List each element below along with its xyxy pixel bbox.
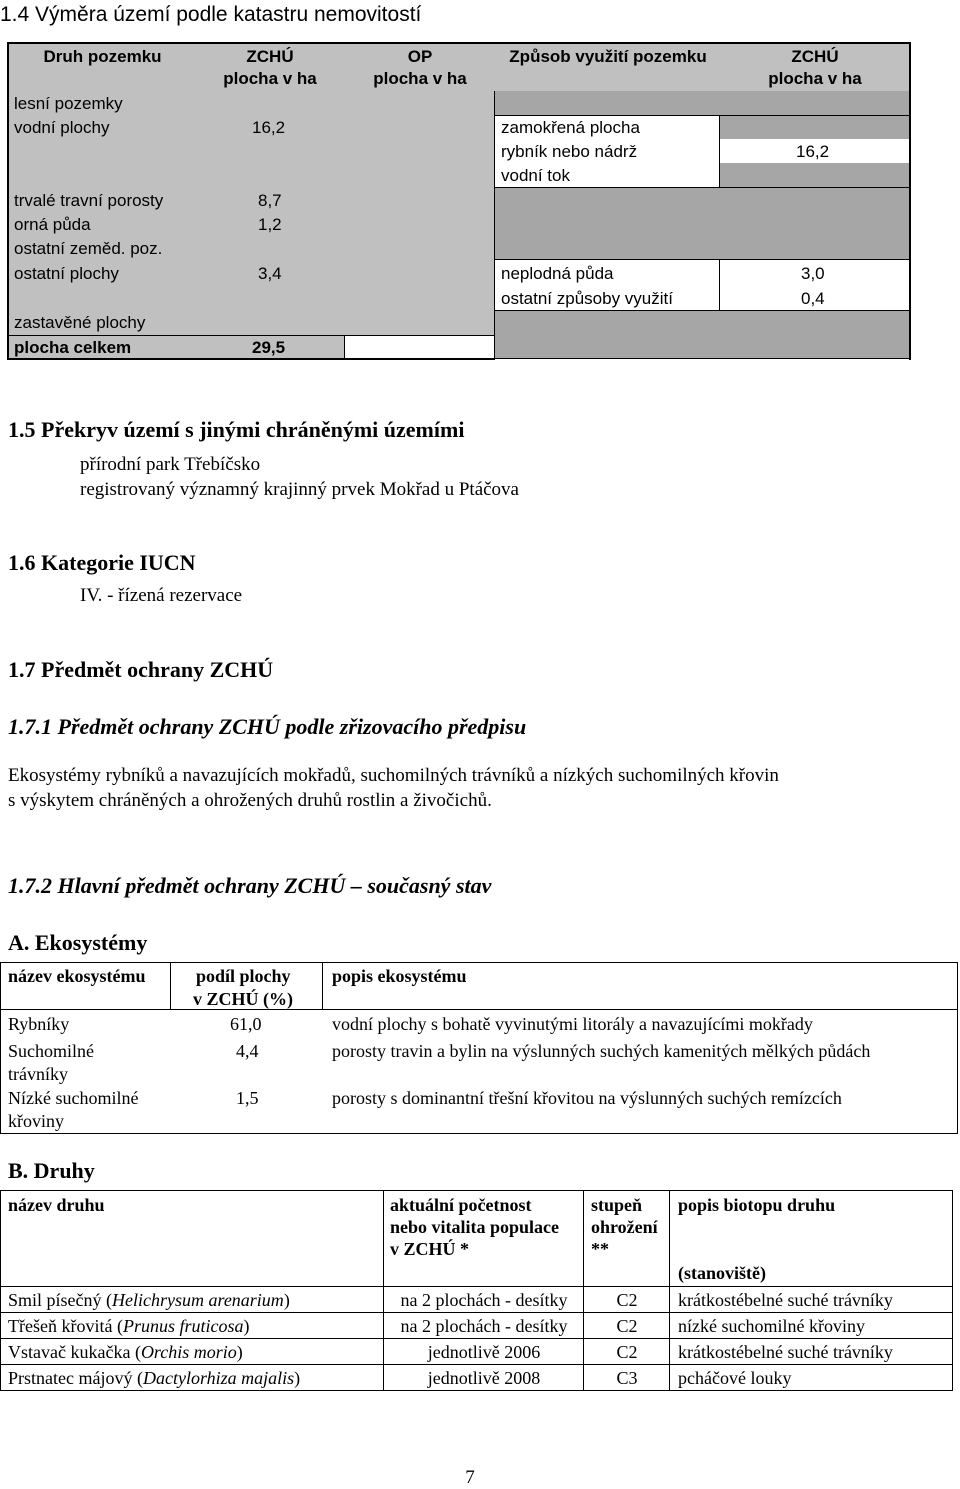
usage-area: 0,4: [801, 289, 825, 308]
header-zchu2-2: plocha v ha: [768, 69, 862, 88]
species-biotop: krátkostébelné suché trávníky: [678, 1290, 893, 1310]
eco-row-nazev-cont: trávníky: [8, 1064, 68, 1084]
eco-header-podil-2: v ZCHÚ (%): [193, 989, 293, 1009]
row-zchu: 1,2: [258, 215, 282, 234]
species-stupen: C3: [616, 1368, 638, 1388]
overlap-item: registrovaný významný krajinný prvek Mokřad u Ptáčova: [80, 479, 519, 500]
eco-row-popis: porosty travin a bylin na výslunných suchých kamenitých mělkých půdách: [332, 1041, 871, 1061]
species-pocetnost: na 2 plochách - desítky: [400, 1290, 568, 1310]
sp-header-pocetnost-2: nebo vitalita populace: [390, 1217, 560, 1237]
sp-header-stupen-3: **: [591, 1239, 609, 1259]
eco-row-popis: porosty s dominantní třešní křovitou na výslunných suchých remízcích: [332, 1088, 842, 1108]
row-druh: trvalé travní porosty: [14, 191, 164, 210]
sp-header-stupen-2: ohrožení: [591, 1217, 658, 1237]
eco-header-podil-1: podíl plochy: [196, 966, 291, 986]
usage-row: vodní tok: [501, 166, 570, 185]
sp-header-pocetnost-3: v ZCHÚ *: [390, 1239, 470, 1259]
eco-row-podil: 61,0: [230, 1014, 262, 1034]
protection-text-line-2: s výskytem chráněných a ohrožených druhů rostlin a živočichů.: [8, 790, 492, 811]
usage-area: 3,0: [801, 264, 825, 283]
row-druh: ostatní zeměd. poz.: [14, 239, 163, 258]
sp-header-stupen-1: stupeň: [591, 1195, 643, 1215]
header-op-2: plocha v ha: [373, 69, 467, 88]
overlap-item: přírodní park Třebíčsko: [80, 454, 261, 475]
section-1-7-1-heading: 1.7.1 Předmět ochrany ZCHÚ podle zřizovacího předpisu: [8, 714, 527, 739]
row-zchu: 16,2: [252, 118, 286, 137]
eco-row-nazev: Nízké suchomilné: [8, 1088, 139, 1108]
usage-row: neplodná půda: [501, 264, 614, 283]
species-pocetnost: na 2 plochách - desítky: [400, 1316, 568, 1336]
eco-row-nazev: Rybníky: [8, 1014, 70, 1034]
species-name: Třešeň křovitá (Prunus fruticosa): [8, 1316, 250, 1336]
species-biotop: krátkostébelné suché trávníky: [678, 1342, 893, 1362]
header-zchu2-1: ZCHÚ: [791, 47, 839, 66]
species-name: Vstavač kukačka (Orchis morio): [8, 1342, 243, 1362]
header-zchu-1: ZCHÚ: [246, 47, 294, 66]
row-druh: orná půda: [14, 215, 91, 234]
species-stupen: C2: [616, 1342, 638, 1362]
row-druh: ostatní plochy: [14, 264, 119, 283]
species-stupen: C2: [616, 1290, 638, 1310]
species-pocetnost: jednotlivě 2006: [427, 1342, 541, 1362]
species-name: Prstnatec májový (Dactylorhiza majalis): [8, 1368, 301, 1388]
species-biotop: pcháčové louky: [678, 1368, 792, 1388]
eco-row-nazev: Suchomilné: [8, 1041, 94, 1061]
usage-area: 16,2: [796, 142, 830, 161]
section-1-7-2-heading: 1.7.2 Hlavní předmět ochrany ZCHÚ – současný stav: [8, 873, 492, 898]
eco-row-popis: vodní plochy s bohatě vyvinutými litorály a navazujícími mokřady: [332, 1014, 813, 1034]
section-1-6-heading: 1.6 Kategorie IUCN: [8, 550, 196, 575]
eco-header-nazev: název ekosystému: [8, 966, 146, 986]
species-stupen: C2: [616, 1316, 638, 1336]
row-druh-total: plocha celkem: [14, 338, 132, 357]
row-druh: vodní plochy: [14, 118, 110, 137]
species-biotop: nízké suchomilné křoviny: [678, 1316, 865, 1336]
section-1-7-heading: 1.7 Předmět ochrany ZCHÚ: [8, 657, 274, 682]
sp-header-popis-1: popis biotopu druhu: [678, 1195, 836, 1215]
section-1-4-heading: 1.4 Výměra území podle katastru nemovitostí: [0, 3, 422, 26]
row-zchu: 3,4: [258, 264, 282, 283]
header-op-1: OP: [407, 47, 433, 66]
page-number: 7: [465, 1467, 475, 1488]
eco-row-podil: 1,5: [236, 1088, 259, 1108]
header-zchu-2: plocha v ha: [223, 69, 317, 88]
sp-header-popis-2: (stanoviště): [678, 1263, 766, 1283]
usage-row: rybník nebo nádrž: [501, 142, 638, 161]
usage-row: zamokřená plocha: [501, 118, 640, 137]
species-heading: B. Druhy: [8, 1158, 95, 1183]
section-1-5-heading: 1.5 Překryv území s jinými chráněnými územími: [8, 417, 465, 442]
sp-header-pocetnost-1: aktuální početnost: [390, 1195, 532, 1215]
header-druh: Druh pozemku: [43, 47, 162, 66]
eco-header-popis: popis ekosystému: [332, 966, 467, 986]
ecosystems-heading: A. Ekosystémy: [8, 930, 148, 955]
species-pocetnost: jednotlivě 2008: [427, 1368, 541, 1388]
row-zchu: 8,7: [258, 191, 282, 210]
sp-header-nazev: název druhu: [8, 1195, 105, 1215]
row-druh: zastavěné plochy: [14, 313, 146, 332]
usage-row: ostatní způsoby využití: [501, 289, 673, 308]
eco-row-podil: 4,4: [236, 1041, 259, 1061]
species-name: Smil písečný (Helichrysum arenarium): [8, 1290, 290, 1310]
row-zchu-total: 29,5: [252, 338, 286, 357]
row-druh: lesní pozemky: [14, 94, 123, 113]
iucn-category: IV. - řízená rezervace: [80, 585, 243, 606]
eco-row-nazev-cont: křoviny: [8, 1111, 64, 1131]
protection-text-line-1: Ekosystémy rybníků a navazujících mokřadů, suchomilných trávníků a nízkých suchomilných křovin: [8, 765, 779, 786]
header-zpusob: Způsob využití pozemku: [509, 47, 707, 66]
